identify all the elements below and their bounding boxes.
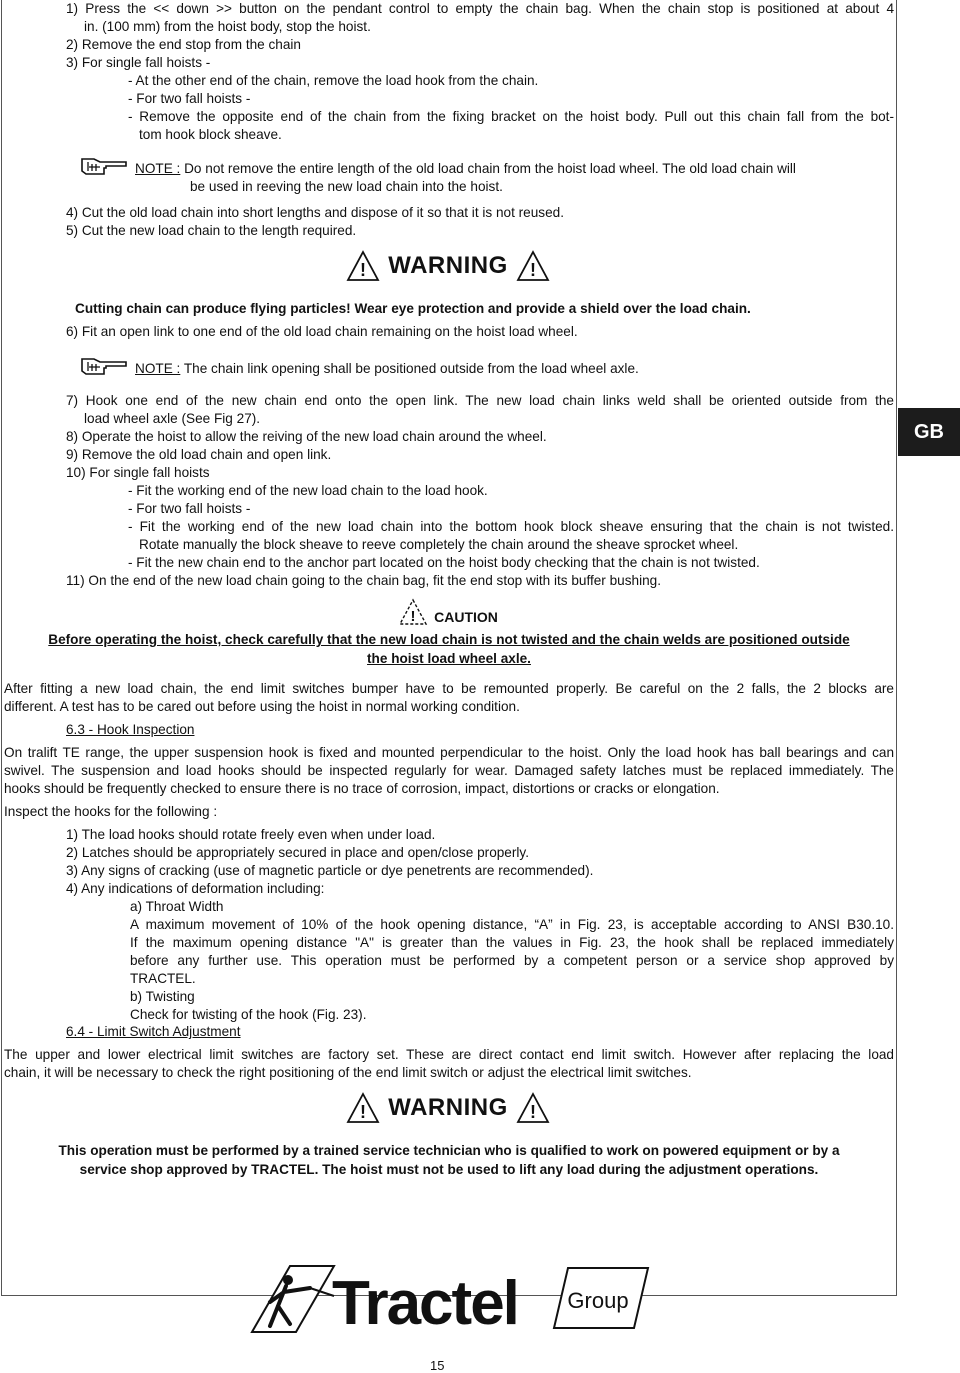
warning-1-heading (0, 250, 896, 282)
step-1-line-2: in. (100 mm) from the hoist body, stop the hoist. (84, 19, 371, 34)
throat-line-1: A maximum movement of 10% of the hook opening distance, “A” in Fig. 23, is acceptable according to ANSI B30.10. (130, 917, 894, 932)
twisting-text: Check for twisting of the hook (Fig. 23). (130, 1007, 367, 1022)
twisting-title: b) Twisting (130, 989, 195, 1004)
step-3c-line-1: - Remove the opposite end of the chain from the fixing bracket on the hoist body. Pull out this chain fall from the bot- (128, 109, 894, 124)
step-11: 11) On the end of the new load chain going to the chain bag, fit the end stop with its buffer bushing. (66, 573, 662, 588)
note-2-text: The chain link opening shall be positioned outside from the load wheel axle. (183, 361, 639, 376)
step-2: 2) Remove the end stop from the chain (66, 37, 301, 52)
step-4: 4) Cut the old load chain into short lengths and dispose of it so that it is not reused. (66, 205, 564, 220)
inspect-intro: Inspect the hooks for the following : (4, 804, 218, 819)
step-7-line-2: load wheel axle (See Fig 27). (84, 411, 261, 426)
warning-2-line-2: service shop approved by TRACTEL. The hoist must not be used to lift any load during the adjustment operations. (79, 1162, 819, 1177)
note-2-line (135, 360, 639, 377)
warning-2-title: WARNING (388, 1094, 508, 1121)
after-fitting-line-1: After fitting a new load chain, the end limit switches bumper have to be remounted properly. Be careful on the 2 falls, the 2 blocks are (4, 681, 894, 696)
hook-para-line-3: hooks should be frequently checked to ensure there is no trace of corrosion, impact, distortions or cracks or elongation. (4, 781, 720, 796)
page-number: 15 (430, 1358, 445, 1373)
step-1-line-1: 1) Press the << down >> button on the pendant control to empty the chain bag. When the chain stop is positioned at about 4 (66, 1, 894, 16)
inspect-item-2: 2) Latches should be appropriately secured in place and open/close properly. (66, 845, 529, 860)
step-10: 10) For single fall hoists (66, 465, 210, 480)
caution-title: CAUTION (434, 609, 498, 625)
throat-line-2: If the maximum opening distance "A" is greater than the values in Fig. 23, the hook shall be replaced immediately (130, 935, 894, 950)
warning-2-line-1: This operation must be performed by a trained service technician who is qualified to work on powered equipment or by a (58, 1143, 840, 1158)
step-10e: - Fit the new chain end to the anchor part located on the hoist body checking that the chain is not twisted. (128, 555, 760, 570)
logo-brand: Tractel (332, 1269, 518, 1334)
warning-1-text: Cutting chain can produce flying particles! Wear eye protection and provide a shield over the load chain. (75, 301, 751, 316)
note-1-line-1 (135, 160, 796, 177)
step-3c-line-2: tom hook block sheave. (139, 127, 282, 142)
step-3: 3) For single fall hoists - (66, 55, 211, 70)
svg-text:!: ! (360, 1102, 367, 1122)
throat-line-4: TRACTEL. (130, 971, 196, 986)
inspect-item-4: 4) Any indications of deformation including: (66, 881, 325, 896)
step-10a: - Fit the working end of the new load chain to the load hook. (128, 483, 488, 498)
step-3b: - For two fall hoists - (128, 91, 251, 106)
hook-para-line-1: On tralift TE range, the upper suspension hook is fixed and mounted perpendicular to the hoist. Only the load hook has ball bearings and can (4, 745, 894, 760)
limit-para-line-2: chain, it will be necessary to check the right positioning of the end limit switch or adjust the electrical limit switches. (4, 1065, 692, 1080)
svg-text:!: ! (529, 260, 536, 280)
step-9: 9) Remove the old load chain and open link. (66, 447, 332, 462)
caution-line-1: Before operating the hoist, check carefully that the new load chain is not twisted and the chain welds are positioned outside (48, 632, 850, 647)
after-fitting-line-2: different. A test has to be cared out before using the hoist in normal working condition. (4, 699, 520, 714)
warning-2-heading (0, 1092, 896, 1124)
pointing-hand-icon (80, 356, 128, 378)
step-10c: - Fit the working end of the new load chain into the bottom hook block sheave ensuring that the chain is not twisted. (128, 519, 894, 534)
warning-triangle-icon (516, 250, 550, 282)
throat-title: a) Throat Width (130, 899, 224, 914)
step-7-line-1: 7) Hook one end of the new chain end onto the open link. The new load chain links weld shall be oriented outside from the (66, 393, 894, 408)
step-3a: - At the other end of the chain, remove the load hook from the chain. (128, 73, 539, 88)
hook-para-line-2: swivel. The suspension and load hooks should be inspected regularly for wear. Damaged safety latches must be replaced immediately. The (4, 763, 894, 778)
svg-text:!: ! (410, 608, 416, 625)
step-8: 8) Operate the hoist to allow the reiving of the new load chain around the wheel. (66, 429, 547, 444)
warning-triangle-icon (346, 250, 380, 282)
step-10b: - For two fall hoists - (128, 501, 251, 516)
limit-para-line-1: The upper and lower electrical limit switches are factory set. These are direct contact end limit switch. However after replacing the load (4, 1047, 894, 1062)
warning-1-title: WARNING (388, 252, 508, 279)
logo-group: Group (567, 1288, 629, 1313)
step-10d: Rotate manually the block sheave to reeve completely the chain around the sheave sprocket wheel. (139, 537, 739, 552)
tractel-group-logo (250, 1262, 650, 1337)
step-5: 5) Cut the new load chain to the length required. (66, 223, 357, 238)
caution-line-2: the hoist load wheel axle. (367, 651, 531, 666)
caution-triangle-icon (398, 598, 428, 626)
caution-heading (0, 598, 896, 626)
note-1-label: NOTE : (135, 161, 181, 176)
warning-triangle-icon (346, 1092, 380, 1124)
note-1-text-2: be used in reeving the new load chain into the hoist. (190, 179, 503, 194)
svg-text:!: ! (529, 1102, 536, 1122)
tractel-logo-icon (250, 1262, 650, 1334)
note-2-label: NOTE : (135, 361, 181, 376)
step-6: 6) Fit an open link to one end of the old load chain remaining on the hoist load wheel. (66, 324, 578, 339)
throat-line-3: before any further use. This operation must be performed by a competent person or a service shop approved by (130, 953, 894, 968)
note-1-text-1: Do not remove the entire length of the old load chain from the hoist load wheel. The old load chain will (184, 161, 796, 176)
warning-triangle-icon (516, 1092, 550, 1124)
inspect-item-3: 3) Any signs of cracking (use of magnetic particle or dye penetrents are recommended). (66, 863, 594, 878)
section-6-4-heading: 6.4 - Limit Switch Adjustment (66, 1024, 241, 1039)
pointing-hand-icon (80, 156, 128, 178)
section-6-3-heading: 6.3 - Hook Inspection (66, 722, 195, 737)
language-tab: GB (898, 408, 960, 456)
svg-text:!: ! (360, 260, 367, 280)
inspect-item-1: 1) The load hooks should rotate freely even when under load. (66, 827, 436, 842)
